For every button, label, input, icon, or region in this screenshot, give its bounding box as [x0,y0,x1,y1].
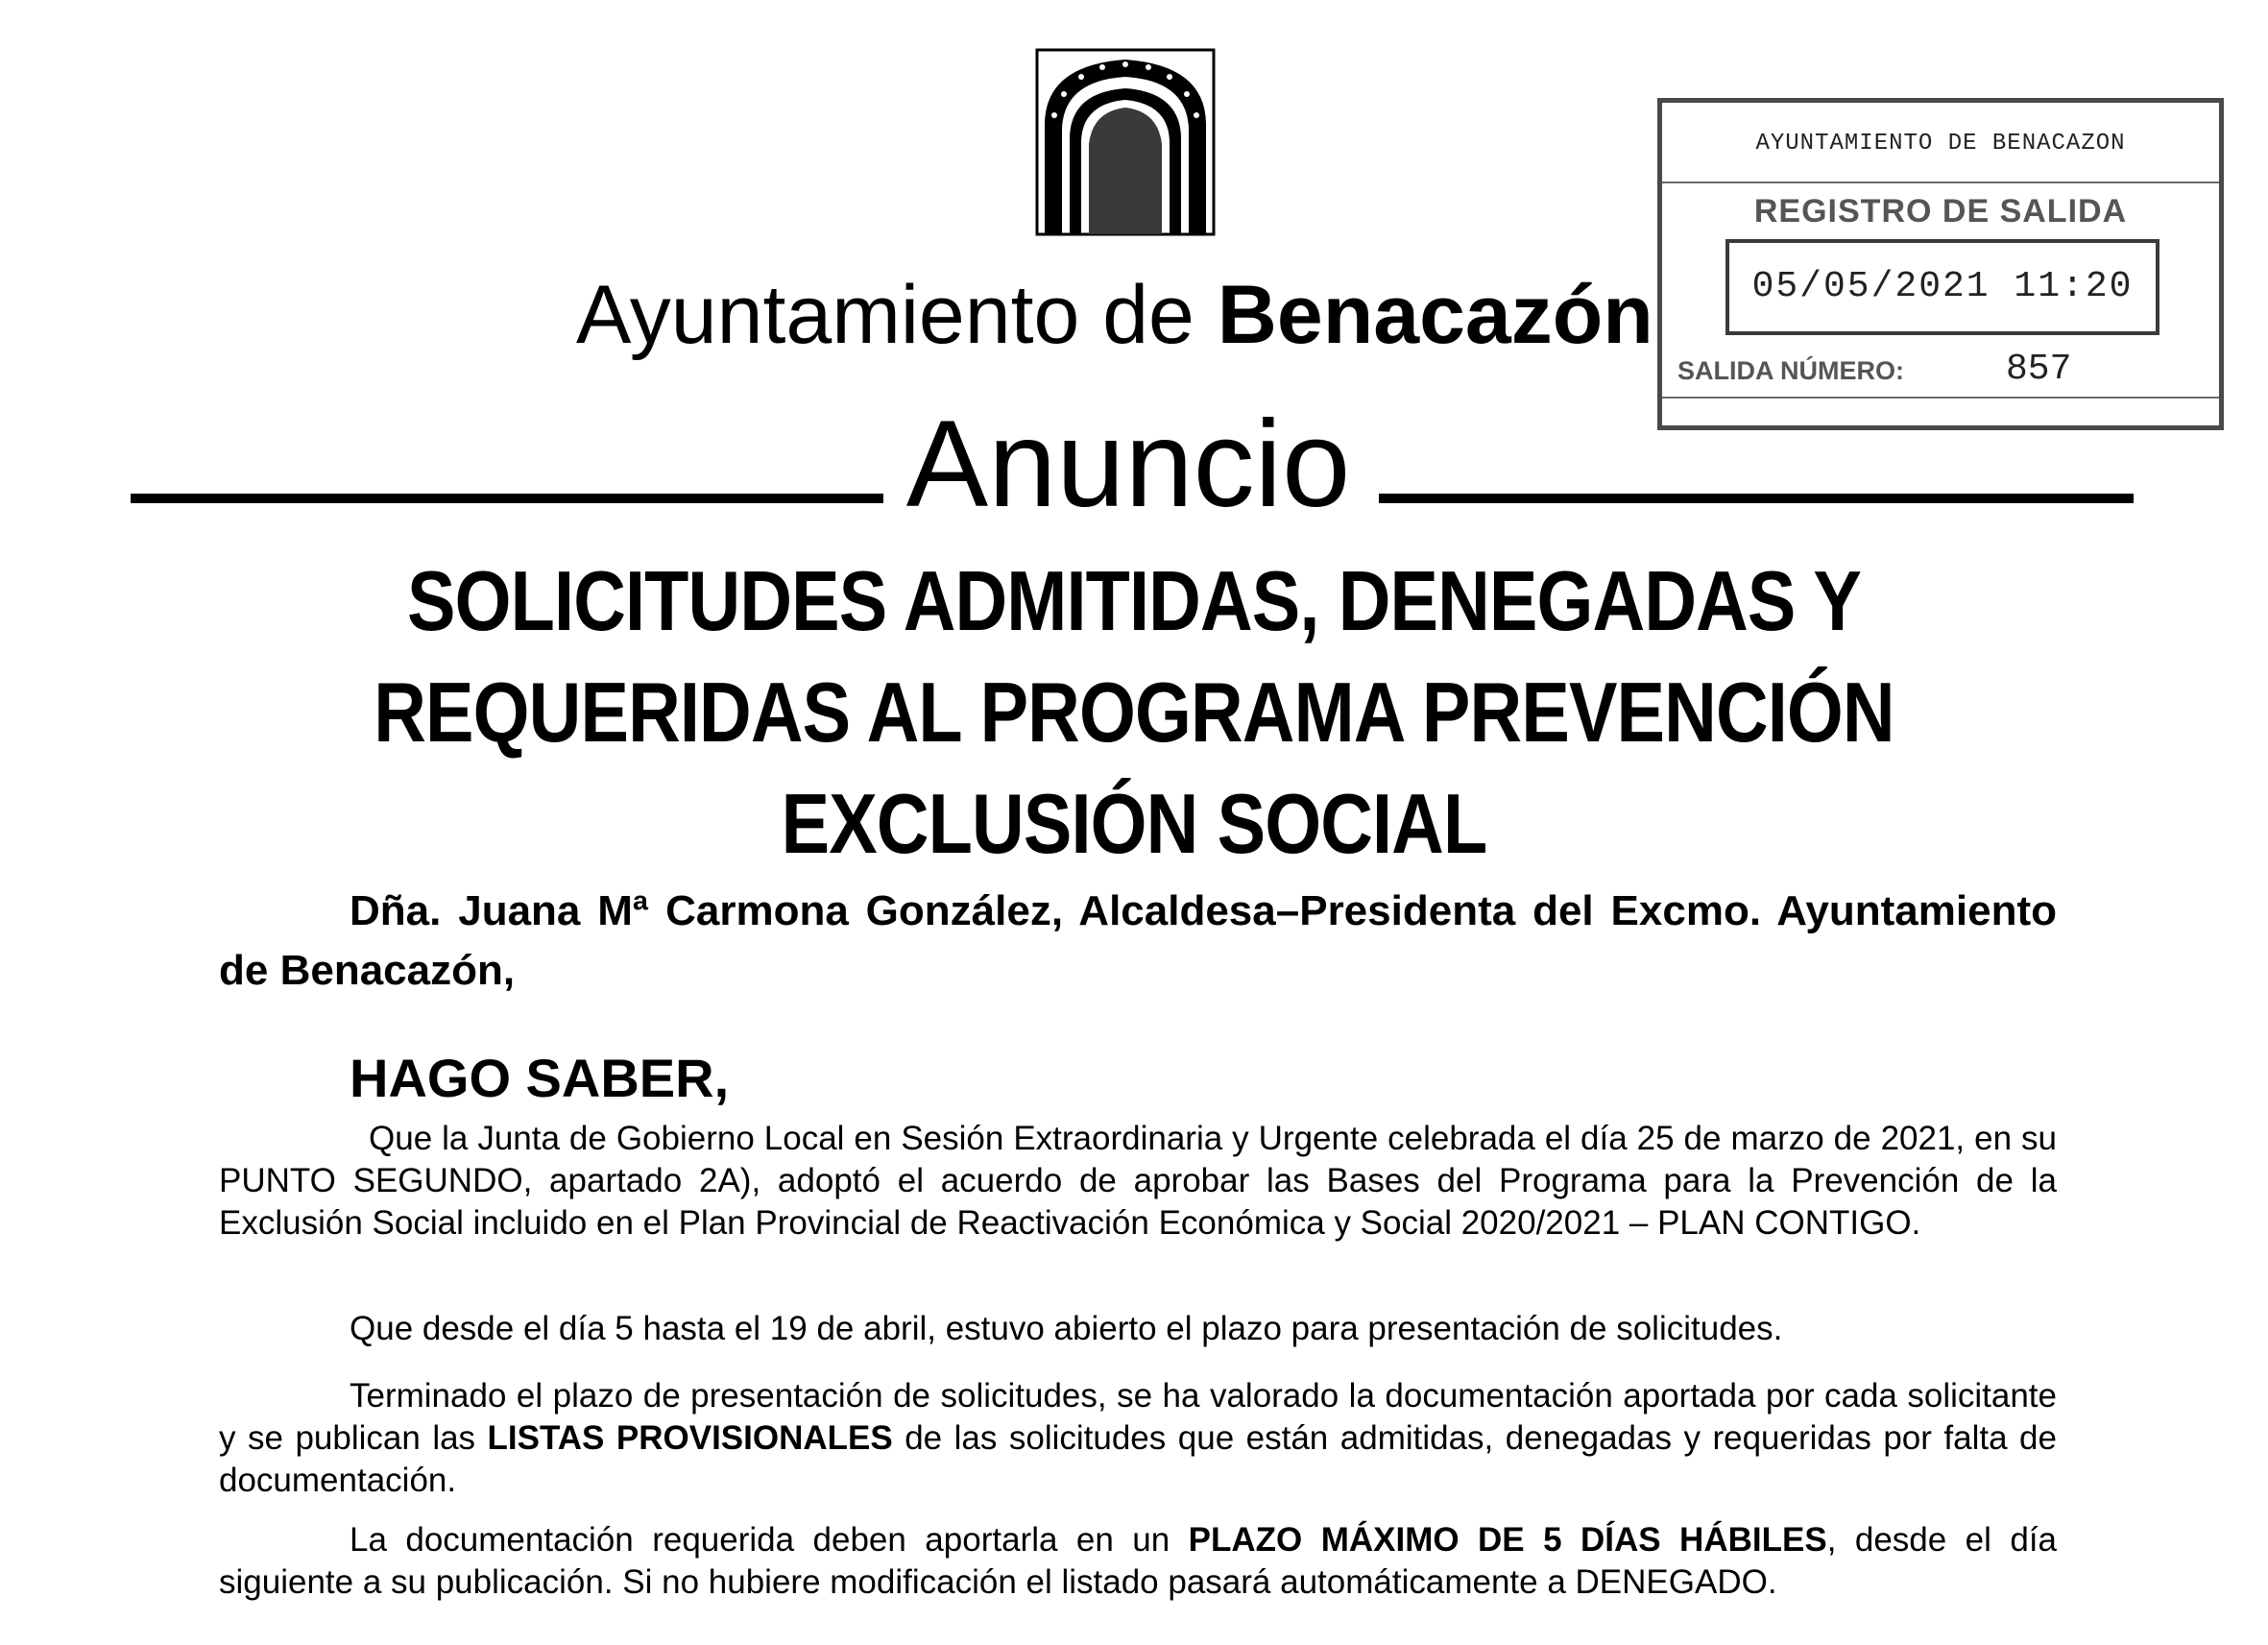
body-paragraph-2: Que desde el día 5 hasta el 19 de abril, estuvo abierto el plazo para presentación de solicitudes. [350,1310,1783,1347]
stamp-number: 857 [2006,349,2072,390]
announcement-heading: Anuncio [905,396,1351,533]
heading-rule-right [1379,494,2134,503]
stamp-organization: AYUNTAMIENTO DE BENACAZON [1662,103,2219,183]
paragraph-3-text-a: Terminado el plazo de presentación de solicitudes, se ha valorado la documentación aportada por cada solicitante y se publican las [219,1377,2057,1457]
announcement-body [219,882,2058,1601]
intro-paragraph: Dña. Juana Mª Carmona González, Alcaldesa–Presidenta del Excmo. Ayuntamiento de Benacazón, [219,887,2057,994]
stamp-number-label: SALIDA NÚMERO: [1677,356,1904,385]
org-name-town: Benacazón [1217,269,1653,361]
registry-stamp [1657,98,2224,430]
paragraph-3-text-b: de las solicitudes que están admitidas, denegadas y requeridas por falta de documentación. [219,1419,2057,1499]
title-line: REQUERIDAS AL PROGRAMA PREVENCIÓN [374,665,1894,760]
org-name-prefix: Ayuntamiento de [576,269,1194,361]
body-paragraph-3 [219,1375,2057,1502]
paragraph-3-bold: LISTAS PROVISIONALES [487,1419,893,1457]
organization-title [576,267,1671,363]
body-paragraph-1: Que la Junta de Gobierno Local en Sesión Extraordinaria y Urgente celebrada el día 25 de marzo de 2021, en su PUNTO SEGUNDO, apartado 2A), adoptó el acuerdo de aprobar las Bases del Programa para la Prevención de la Exclusión Social incluido en el Plan Provincial de Reactivación Económica y Social 2020/2021 – PLAN CONTIGO. [219,1120,2057,1242]
stamp-datetime: 05/05/2021 11:20 [1725,239,2159,335]
announcement-title [282,545,1985,880]
stamp-divider [1662,397,2219,399]
stamp-register-type: REGISTRO DE SALIDA [1753,193,2128,230]
hago-saber: HAGO SABER, [350,1048,730,1108]
paragraph-4-text-b: , desde el día siguiente a su publicación. Si no hubiere modificación el listado pasará automáticamente a DENEGADO. [219,1521,2058,1601]
title-line: SOLICITUDES ADMITIDAS, DENEGADAS Y [407,553,1861,648]
paragraph-4-text-a: La documentación requerida deben aportarla en un [350,1521,1189,1559]
body-paragraph-4 [219,1519,2057,1604]
paragraph-4-bold: PLAZO MÁXIMO DE 5 DÍAS HÁBILES [1188,1521,1827,1559]
town-arch-logo [1035,48,1216,236]
title-line: EXCLUSIÓN SOCIAL [781,776,1487,871]
heading-rule-left [131,494,883,503]
